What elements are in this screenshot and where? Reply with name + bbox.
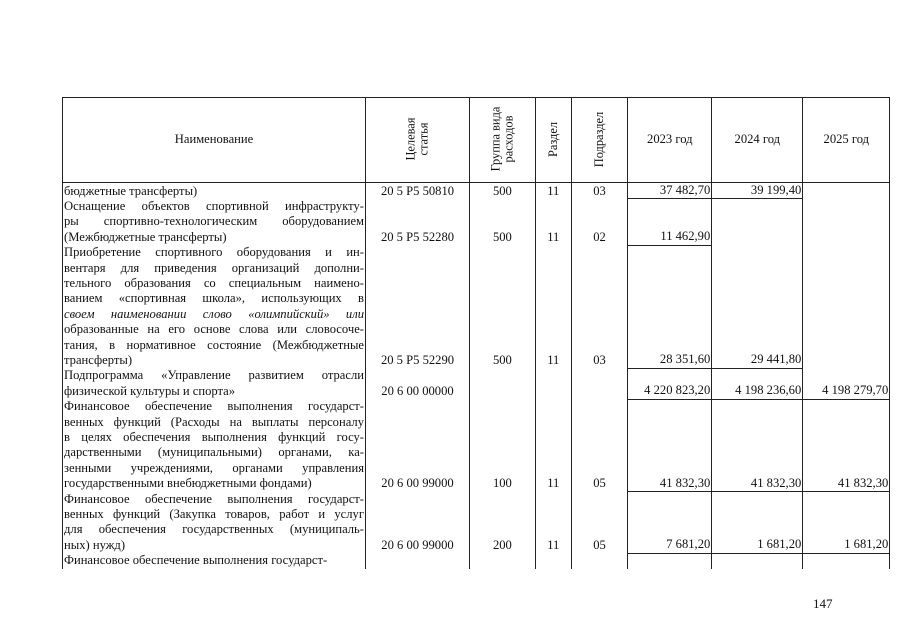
row-amount-2025 [803, 183, 890, 199]
row-amount-2025 [803, 199, 890, 245]
row-subsection [571, 368, 627, 399]
header-target-article-text: Целевая статья [403, 117, 431, 161]
row-name-line: тельного образования со специальным наимено- [64, 275, 364, 290]
row-amount-2024: 4 198 236,60 [712, 368, 803, 399]
row-name-line: Приобретение спортивного оборудования и ин- [64, 245, 364, 260]
header-section-text: Раздел [545, 122, 560, 158]
row-amount-2023: 7 681,20 [628, 492, 712, 554]
page-number: 147 [813, 596, 833, 611]
header-subsection [571, 98, 627, 183]
row-amount-2023: 11 462,90 [628, 199, 712, 245]
table-row [63, 553, 890, 568]
row-amount-2024 [712, 553, 803, 568]
header-name: Наименование [63, 98, 366, 183]
row-name-line: Финансовое обеспечение выполнения государст- [64, 553, 328, 568]
row-amount-2024: 1 681,20 [712, 492, 803, 554]
row-name-line: Финансовое обеспечение выполнения государст- [64, 491, 364, 506]
header-target-article [366, 98, 470, 183]
row-name-line: образованные на его основе слова или словосоче- [64, 322, 364, 337]
row-subsection: 05 [571, 492, 627, 554]
row-name-line: трансферты) [64, 352, 133, 367]
row-amount-2024: 39 199,40 [712, 183, 803, 199]
row-expense-group: 200 [470, 492, 536, 554]
row-name-line: зенными учреждениями, органами управления [64, 460, 364, 475]
row-amount-2023: 28 351,60 [628, 245, 712, 368]
row-name-line: ры спортивно-технологическим оборудованием [64, 214, 364, 229]
row-name-line: государственными внебюджетными фондами) [64, 476, 312, 491]
row-expense-group [470, 368, 536, 399]
row-target-article: 20 5 P5 50810 [366, 183, 470, 199]
row-expense-group: 500 [470, 199, 536, 245]
row-name-line: Подпрограмма «Управление развитием отрасли [64, 368, 364, 383]
header-2024: 2024 год [712, 98, 803, 183]
table-row [63, 245, 890, 368]
row-amount-2023: 4 220 823,20 [628, 368, 712, 399]
table-row [63, 492, 890, 554]
header-section [535, 98, 571, 183]
row-name [63, 368, 366, 399]
row-name-line: ных) нужд) [64, 537, 126, 552]
row-name [63, 492, 366, 554]
row-name [63, 199, 366, 245]
row-name-line: дарственными (муниципальными) органами, ка- [64, 445, 364, 460]
row-amount-2023 [628, 553, 712, 568]
row-section: 11 [535, 492, 571, 554]
row-section: 11 [535, 183, 571, 199]
row-target-article: 20 6 00 99000 [366, 399, 470, 491]
row-subsection: 03 [571, 245, 627, 368]
row-name [63, 399, 366, 491]
row-amount-2024: 41 832,30 [712, 399, 803, 491]
row-name-line: Финансовое обеспечение выполнения государст- [64, 399, 364, 414]
header-subsection-text: Подраздел [592, 112, 607, 168]
row-amount-2024 [712, 199, 803, 245]
row-section [535, 553, 571, 568]
row-name-line: вентаря для приведения организаций дополни- [64, 260, 364, 275]
table-row [63, 199, 890, 245]
row-expense-group: 100 [470, 399, 536, 491]
table-row [63, 183, 890, 199]
row-amount-2023: 37 482,70 [628, 183, 712, 199]
row-expense-group: 500 [470, 245, 536, 368]
row-target-article: 20 5 P5 52290 [366, 245, 470, 368]
row-amount-2025: 1 681,20 [803, 492, 890, 554]
budget-table [62, 97, 890, 569]
row-subsection: 05 [571, 399, 627, 491]
row-name-line: тания, в нормативное состояние (Межбюджетные [64, 337, 364, 352]
table-row [63, 368, 890, 399]
row-name [63, 183, 366, 199]
row-section: 11 [535, 199, 571, 245]
row-amount-2025 [803, 245, 890, 368]
row-expense-group: 500 [470, 183, 536, 199]
row-subsection [571, 553, 627, 568]
row-name-line: в целях обеспечения выполнения функций госу- [64, 430, 364, 444]
row-target-article: 20 5 P5 52280 [366, 199, 470, 245]
row-name-line: бюджетные трансферты) [64, 183, 198, 198]
header-2023: 2023 год [628, 98, 712, 183]
row-name-line: Оснащение объектов спортивной инфраструкту- [64, 198, 364, 213]
row-name-line: венных функций (Расходы на выплаты персоналу [64, 414, 364, 429]
row-name-line: своем наименовании слово «олимпийский» или [64, 306, 364, 321]
table-row [63, 399, 890, 491]
row-subsection: 02 [571, 199, 627, 245]
header-2025: 2025 год [803, 98, 890, 183]
row-name-line: венных функций (Закупка товаров, работ и услуг [64, 507, 364, 522]
row-subsection: 03 [571, 183, 627, 199]
table-header-row [63, 98, 890, 183]
header-expense-group-text: Группа вида расходов [488, 106, 516, 172]
row-name [63, 245, 366, 368]
row-amount-2025 [803, 553, 890, 568]
row-amount-2024: 29 441,80 [712, 245, 803, 368]
table-body [63, 183, 890, 569]
header-expense-group [470, 98, 536, 183]
row-amount-2023: 41 832,30 [628, 399, 712, 491]
row-name-line: физической культуры и спорта» [64, 383, 236, 398]
row-amount-2025: 4 198 279,70 [803, 368, 890, 399]
row-section: 11 [535, 399, 571, 491]
row-name-line: ванием «спортивная школа», использующих в [64, 291, 364, 306]
row-expense-group [470, 553, 536, 568]
row-name-line: для обеспечения государственных (муниципаль- [64, 522, 364, 537]
row-name-line: (Межбюджетные трансферты) [64, 229, 227, 244]
row-section: 11 [535, 245, 571, 368]
row-target-article: 20 6 00 99000 [366, 492, 470, 554]
row-target-article [366, 553, 470, 568]
row-name [63, 553, 366, 568]
row-amount-2025: 41 832,30 [803, 399, 890, 491]
row-section [535, 368, 571, 399]
row-target-article: 20 6 00 00000 [366, 368, 470, 399]
